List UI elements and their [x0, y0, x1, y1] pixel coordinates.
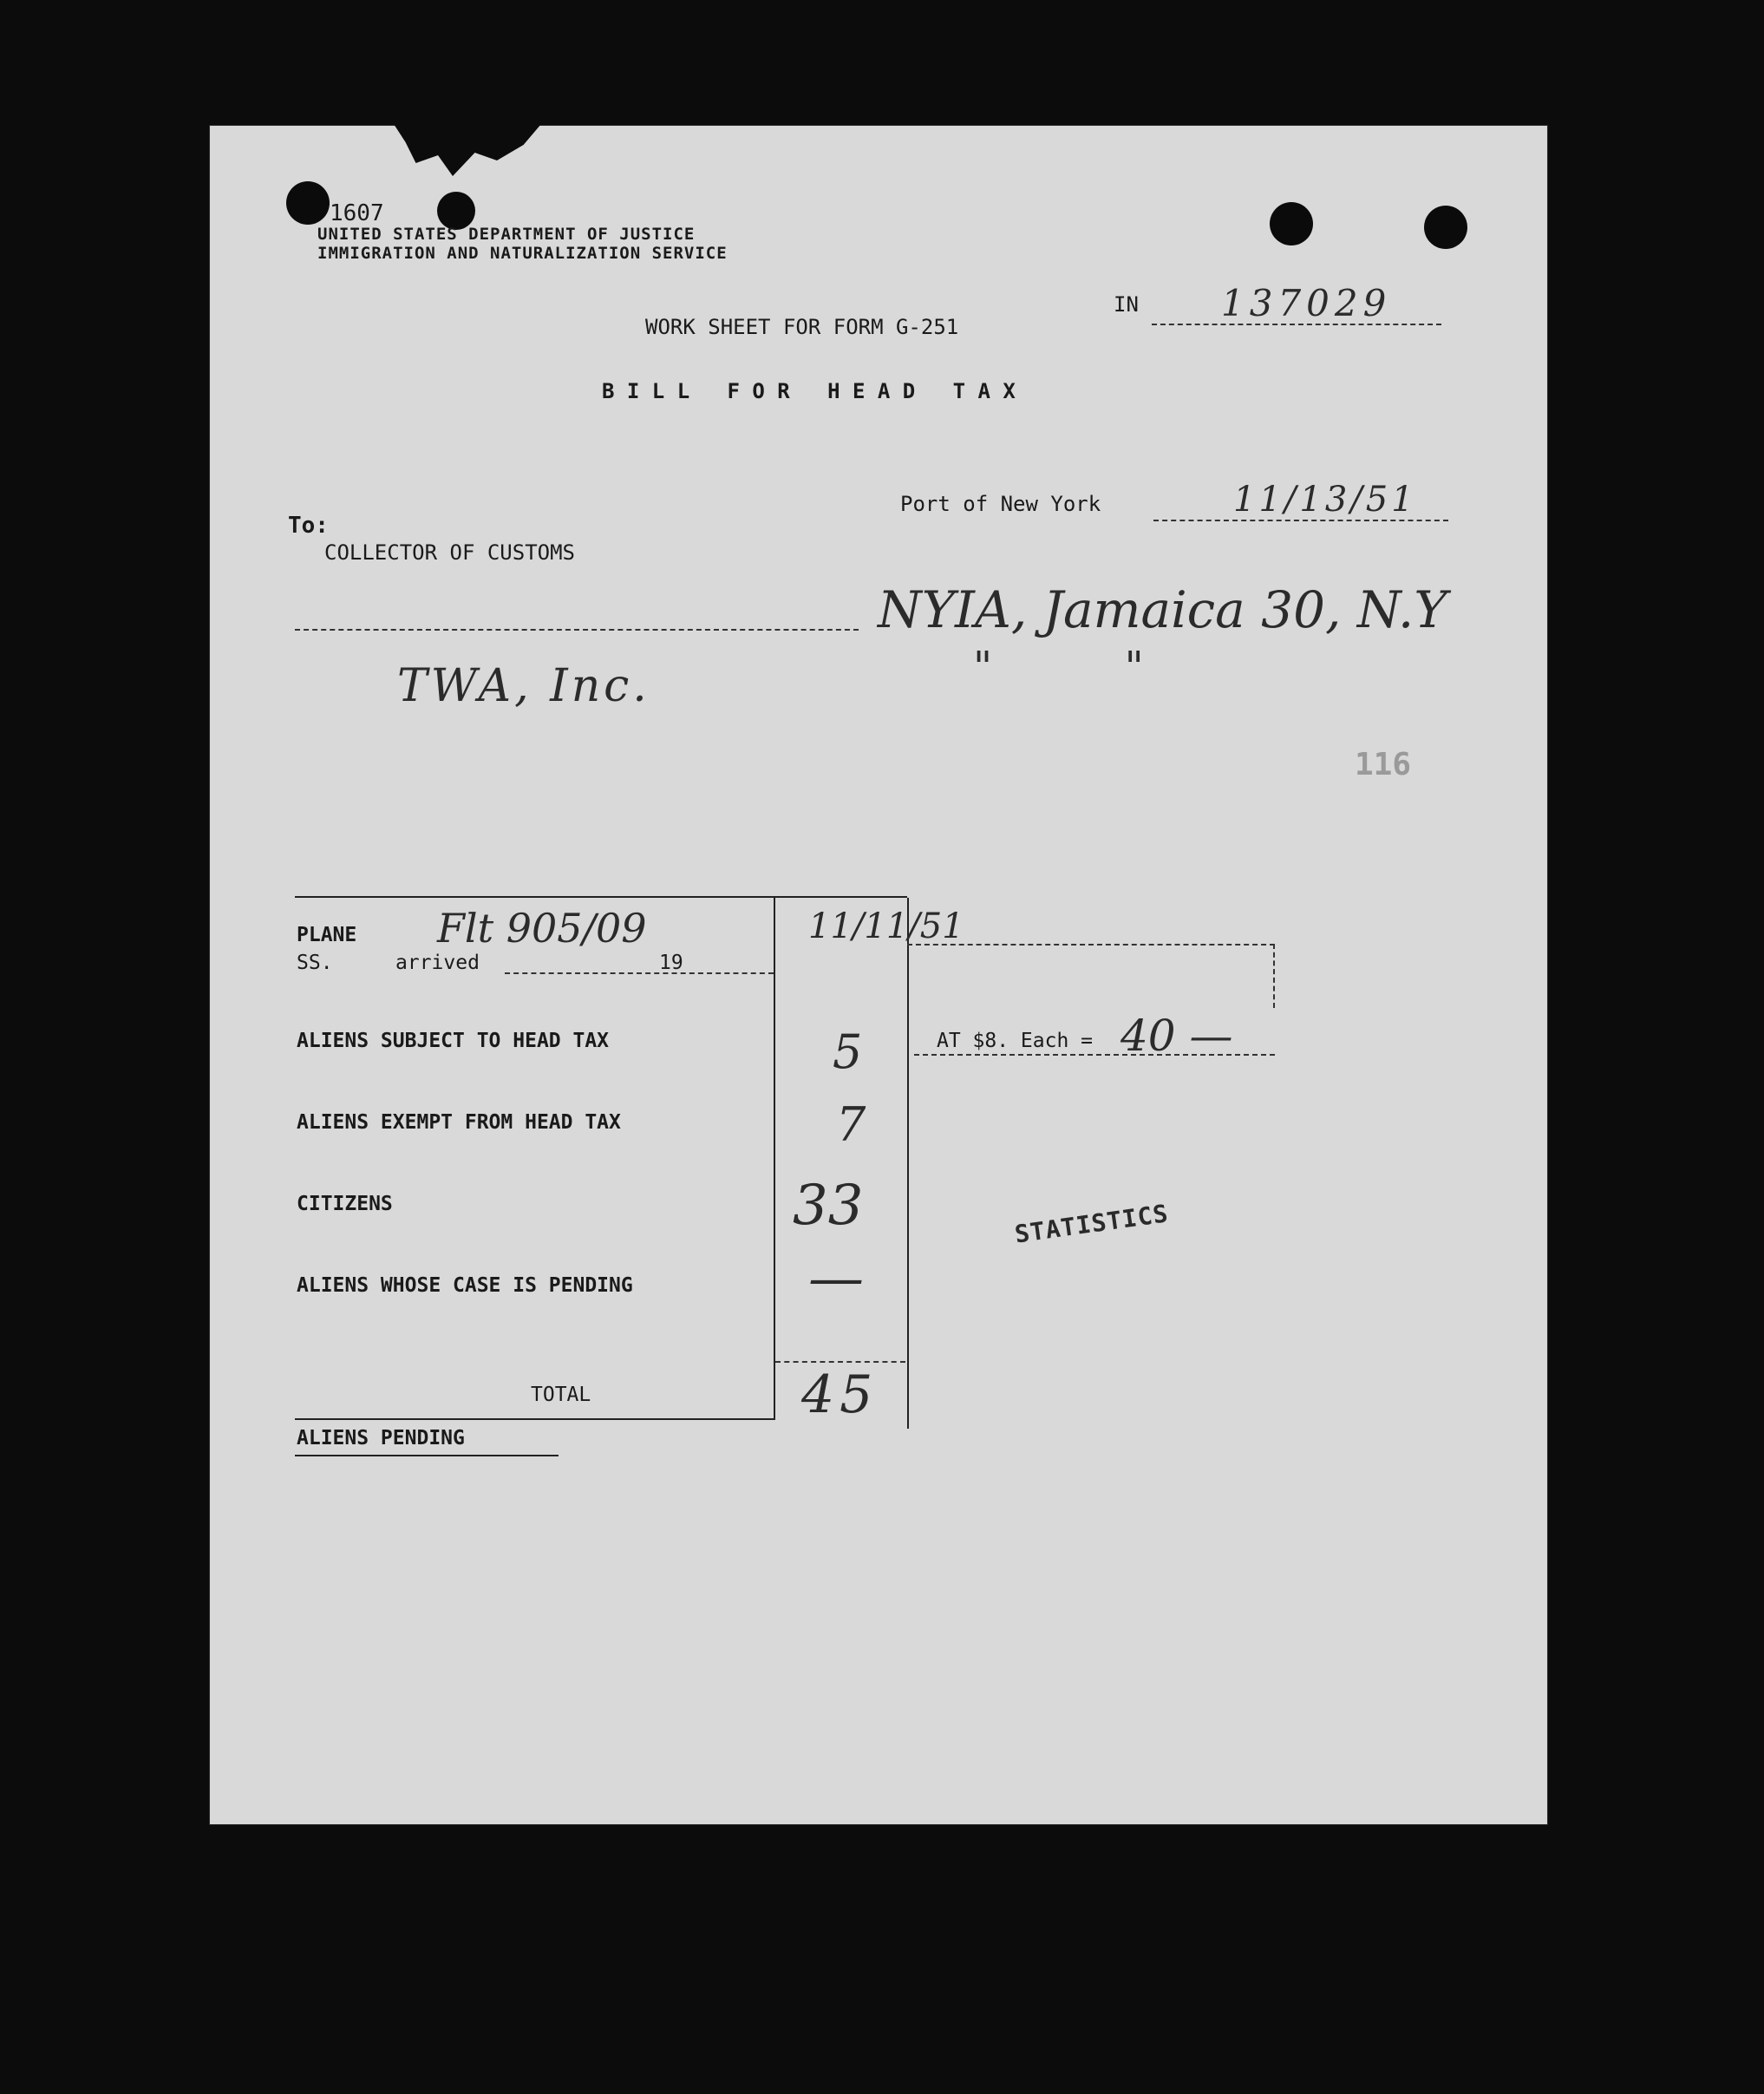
row-value-subject: 5 — [833, 1024, 863, 1079]
carrier-handwritten: TWA, Inc. — [397, 660, 650, 712]
row-label-citizens: CITIZENS — [297, 1193, 393, 1215]
row-label-subject: ALIENS SUBJECT TO HEAD TAX — [297, 1030, 610, 1052]
to-label: To: — [288, 513, 329, 539]
arrival-date-handwritten: 11/11/51 — [808, 906, 964, 946]
rate-label: AT $8. Each = — [937, 1030, 1094, 1052]
table-top-line — [295, 896, 907, 898]
plane-label: PLANE — [297, 924, 357, 946]
arrived-line — [505, 972, 774, 974]
punch-hole-right-2 — [1424, 206, 1467, 249]
total-label: TOTAL — [531, 1384, 591, 1406]
flight-handwritten: Flt 905/09 — [437, 905, 647, 952]
statistics-stamp: STATISTICS — [1013, 1199, 1171, 1249]
arrived-label: arrived — [395, 952, 480, 974]
aliens-pending-label: ALIENS PENDING — [297, 1427, 465, 1449]
year-prefix: 19 — [659, 952, 683, 974]
aliens-pending-underline — [295, 1455, 559, 1456]
torn-edge — [394, 124, 541, 176]
row-value-exempt: 7 — [836, 1097, 866, 1152]
ditto-marks: " " — [973, 643, 1144, 691]
port-date: 11/13/51 — [1233, 480, 1417, 520]
page-number: 116 — [1355, 747, 1412, 782]
rate-amount-handwritten: 40 — — [1120, 1011, 1233, 1061]
value-column-right-border — [907, 898, 909, 1429]
total-value: 45 — [801, 1364, 879, 1425]
bill-title: B I L L F O R H E A D T A X — [602, 379, 1016, 403]
in-label: IN — [1114, 292, 1139, 317]
collector-label: COLLECTOR OF CUSTOMS — [324, 540, 575, 565]
total-line-top — [775, 1361, 905, 1363]
port-label: Port of New York — [900, 492, 1101, 516]
row-value-pending: — — [808, 1247, 864, 1311]
document-page — [210, 126, 1547, 1824]
row-label-exempt: ALIENS EXEMPT FROM HEAD TAX — [297, 1111, 621, 1134]
location-handwritten: NYIA, Jamaica 30, N.Y — [878, 580, 1447, 639]
port-date-line — [1153, 520, 1448, 521]
value-column-left-border — [774, 898, 775, 1418]
table-bottom-line — [295, 1418, 775, 1420]
punch-hole-left — [286, 181, 330, 225]
row-value-citizens: 33 — [793, 1174, 864, 1238]
work-sheet-title: WORK SHEET FOR FORM G-251 — [645, 315, 959, 339]
service-name: IMMIGRATION AND NATURALIZATION SERVICE — [317, 244, 728, 263]
row-label-pending: ALIENS WHOSE CASE IS PENDING — [297, 1274, 633, 1297]
form-number: 1607 — [330, 200, 384, 226]
ss-label: SS. — [297, 952, 333, 974]
punch-hole-right-1 — [1270, 202, 1313, 245]
in-number: 137029 — [1221, 282, 1392, 324]
in-number-line — [1152, 324, 1441, 325]
department-name: UNITED STATES DEPARTMENT OF JUSTICE — [317, 225, 696, 244]
rate-box-right-border — [1273, 944, 1275, 1008]
address-line — [295, 629, 859, 631]
